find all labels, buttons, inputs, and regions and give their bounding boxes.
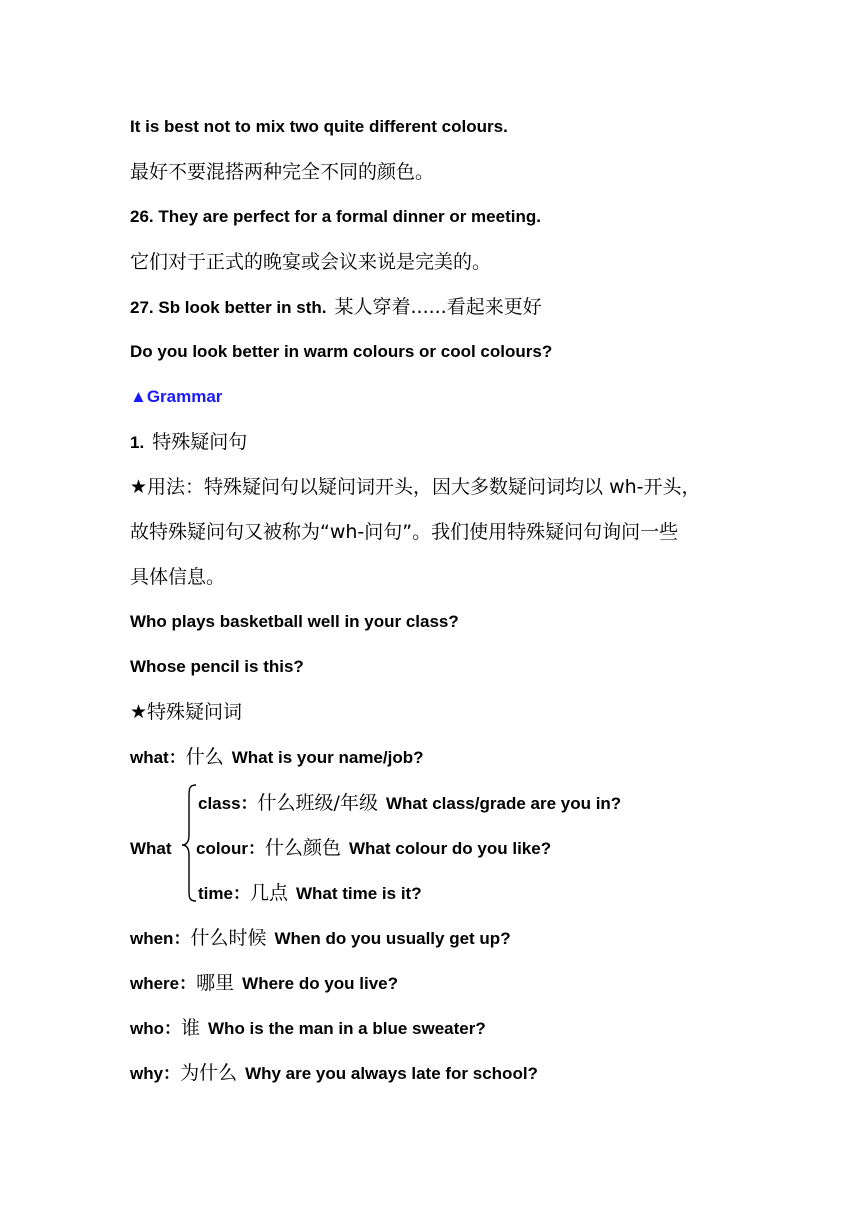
what-time-row — [198, 880, 422, 907]
item-27-zh: 某人穿着......看起来更好 — [334, 296, 542, 318]
wh-where-word: where： — [130, 974, 197, 993]
wh-where-zh: 哪里 — [196, 972, 235, 994]
what-class-example: What class/grade are you in? — [385, 794, 622, 813]
wh-what-word: what： — [130, 748, 186, 767]
item-27 — [130, 294, 542, 321]
usage-line-3: 具体信息。 — [130, 566, 226, 588]
wh-words-heading: ★特殊疑问词 — [130, 701, 243, 723]
what-colour-word: colour： — [196, 839, 265, 858]
item-26: 26. They are perfect for a formal dinner or meeting. — [130, 207, 541, 226]
wh-where-example: Where do you live? — [242, 974, 399, 993]
wh-why-zh: 为什么 — [180, 1062, 238, 1084]
what-colour-row — [196, 835, 551, 862]
wh-who-example: Who is the man in a blue sweater? — [208, 1019, 486, 1038]
wh-what-zh: 什么 — [185, 746, 224, 768]
wh-when-word: when： — [130, 929, 191, 948]
section-title-zh: 特殊疑问句 — [152, 431, 248, 453]
wh-who-row — [130, 1015, 486, 1042]
wh-what-row — [130, 744, 424, 771]
section-number: 1. — [130, 433, 145, 452]
wh-what-example: What is your name/job? — [231, 748, 424, 767]
usage-line-2: 故特殊疑问句又被称为“wh-问句”。我们使用特殊疑问句询问一些 — [130, 521, 679, 543]
what-time-zh: 几点 — [249, 882, 288, 904]
wh-when-row — [130, 925, 511, 952]
what-brace-label: What — [130, 839, 172, 858]
wh-why-example: Why are you always late for school? — [245, 1064, 538, 1083]
wh-where-row — [130, 970, 398, 997]
what-class-zh: 什么班级/年级 — [257, 792, 378, 814]
usage-line-1: ★用法：特殊疑问句以疑问词开头，因大多数疑问词均以 wh-开头， — [130, 476, 701, 498]
item-27-en: 27. Sb look better in sth. — [130, 298, 327, 317]
what-colour-zh: 什么颜色 — [264, 837, 341, 859]
what-colour-example: What colour do you like? — [348, 839, 552, 858]
translation-item-26: 它们对于正式的晚宴或会议来说是完美的。 — [130, 251, 492, 273]
example-whose: Whose pencil is this? — [130, 657, 304, 676]
section-1-title — [130, 429, 247, 456]
wh-when-zh: 什么时候 — [190, 927, 267, 949]
wh-why-row — [130, 1060, 538, 1087]
translation-mix-colours: 最好不要混搭两种完全不同的颜色。 — [130, 161, 435, 183]
example-warm-cool: Do you look better in warm colours or cool colours? — [130, 342, 553, 361]
sentence-mix-colours: It is best not to mix two quite different colours. — [130, 117, 508, 136]
wh-who-zh: 谁 — [181, 1017, 201, 1039]
what-time-word: time： — [198, 884, 250, 903]
wh-who-word: who： — [130, 1019, 181, 1038]
grammar-heading: ▲Grammar — [130, 387, 223, 406]
what-time-example: What time is it? — [295, 884, 422, 903]
what-class-row — [198, 790, 621, 817]
example-who: Who plays basketball well in your class? — [130, 612, 459, 631]
wh-when-example: When do you usually get up? — [274, 929, 511, 948]
what-class-word: class： — [198, 794, 258, 813]
wh-why-word: why： — [130, 1064, 181, 1083]
